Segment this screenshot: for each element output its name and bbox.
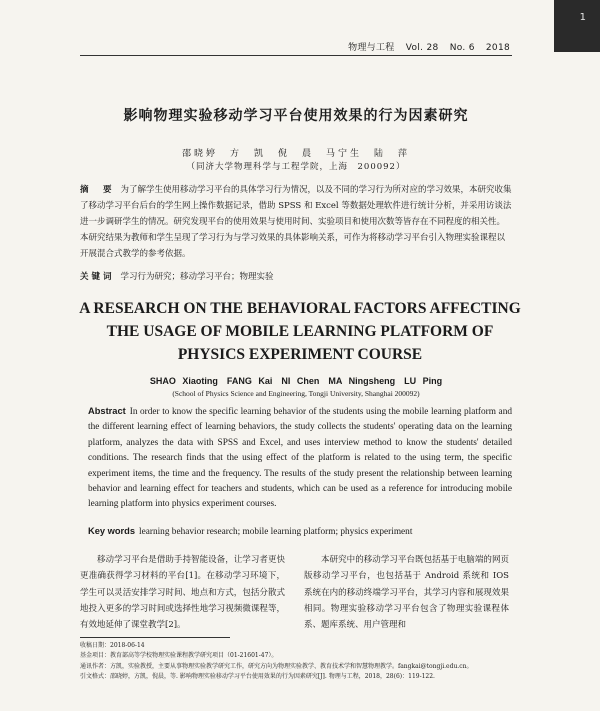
english-abstract-label: Abstract (88, 406, 126, 416)
chinese-abstract-label: 摘 要 (80, 185, 115, 195)
journal-year: 2018 (485, 43, 510, 53)
english-authors: SHAO Xiaoting FANG Kai NI Chen MA Ningsheng LU Ping (149, 376, 443, 386)
header-rule (80, 55, 512, 56)
english-title-line-3: PHYSICS EXPERIMENT COURSE (177, 346, 423, 363)
journal-name: 物理与工程 (348, 43, 395, 53)
chinese-abstract (80, 182, 512, 262)
chinese-title: 影响物理实验移动学习平台使用效果的行为因素研究 (123, 108, 469, 124)
english-title-line-2: THE USAGE OF MOBILE LEARNING PLATFORM OF (106, 323, 494, 340)
corner-page-number: 1 (579, 12, 586, 23)
page-corner-tab (554, 0, 600, 52)
chinese-abstract-text: 为了解学生使用移动学习平台的具体学习行为情况，以及不同的学习行为所对应的学习效果，本研究收集了移动学习平台后台的学生网上操作数据记录，借助 SPSS 和 Excel 等数据处理软件进行统计分析，并采用访谈法进一步调研学生的情况。研究发现平台的使用效果与使用时间、实验项目和使用次数等皆存在不同程度的相关性。本研究结果为教师和学生呈现了学习行为与学习效果的具体影响关系，可作为将移动学习平台引入物理实验课程以开展混合式教学的参考依据。 (80, 185, 512, 259)
chinese-keywords-label: 关键词 (80, 272, 115, 282)
chinese-keywords-text: 学习行为研究；移动学习平台；物理实验 (120, 272, 274, 282)
journal-issue: No. 6 (449, 43, 475, 53)
chinese-affiliation: （同济大学物理科学与工程学院，上海 200092） (186, 162, 406, 172)
footnote-fund: 基金项目：教育部高等学校物理实验课程教学研究项目（01-21601-47）。 (80, 652, 278, 660)
english-keywords (88, 526, 512, 537)
chinese-keywords (80, 270, 512, 282)
footnote-citation: 引文格式：邵晓婷，方凯，倪晨，等. 影响物理实验移动学习平台使用效果的行为因素研究[J]. 物理与工程，2018，28(6)：119-122. (80, 673, 435, 681)
english-title (70, 297, 530, 366)
running-header (80, 40, 510, 53)
footnote-rule (80, 637, 230, 638)
journal-volume: Vol. 28 (405, 43, 439, 53)
chinese-authors: 邵晓婷 方 凯 倪 晨 马宁生 陆 萍 (181, 149, 410, 159)
footnotes (80, 641, 512, 683)
english-abstract-text: In order to know the specific learning behavior of the students using the mobile learning platform and the different learning effect of learning behaviors, the study collects the students' operating data on the learning platform, analyzes the data with SPSS and Excel, and uses interview method to know the students' detailed conditions. The research finds that the using effect of the platform is related to the using term, the specific experiment items, the time and the frequency. The results of the study present the relationship between learning behavior and learning effect for teachers and students, which can be used as a reference for introducing mobile learning platform into physics experiment courses. (88, 407, 512, 510)
english-title-line-1: A RESEARCH ON THE BEHAVIORAL FACTORS AFFECTING (79, 300, 521, 317)
body-right-column: 本研究中的移动学习平台既包括基于电脑端的网页版移动学习平台，也包括基于 Android 系统和 IOS 系统在内的移动终端学习平台，其学习内容和展现效果相同。物理实验移动学习平台包含了物理实验课程体系、题库系统、用户管理和 (304, 555, 509, 631)
footnote-author: 通讯作者：方凯，实验教授，主要从事物理实验教学研究工作，研究方向为物理实验教学、教育技术学和智慧物理教学。fangkai@tongji.edu.cn。 (80, 662, 473, 670)
english-abstract (88, 404, 512, 513)
footnote-received: 收稿日期：2018-06-14 (80, 642, 145, 649)
english-keywords-text: learning behavior research; mobile learning platform; physics experiment (139, 527, 413, 537)
english-affiliation: (School of Physics Science and Engineering, Tongji University, Shanghai 200092) (172, 389, 420, 398)
body-left-column: 移动学习平台是借助手持智能设备，让学习者更快更准确获得学习材料的平台[1]。在移动学习环境下，学生可以灵活安排学习时间、地点和方式，包括分散式地投入更多的学习时间或选择性地学习视频微课程等，有效地延伸了课堂教学[2]。 (80, 555, 285, 631)
english-keywords-label: Key words (88, 526, 136, 536)
